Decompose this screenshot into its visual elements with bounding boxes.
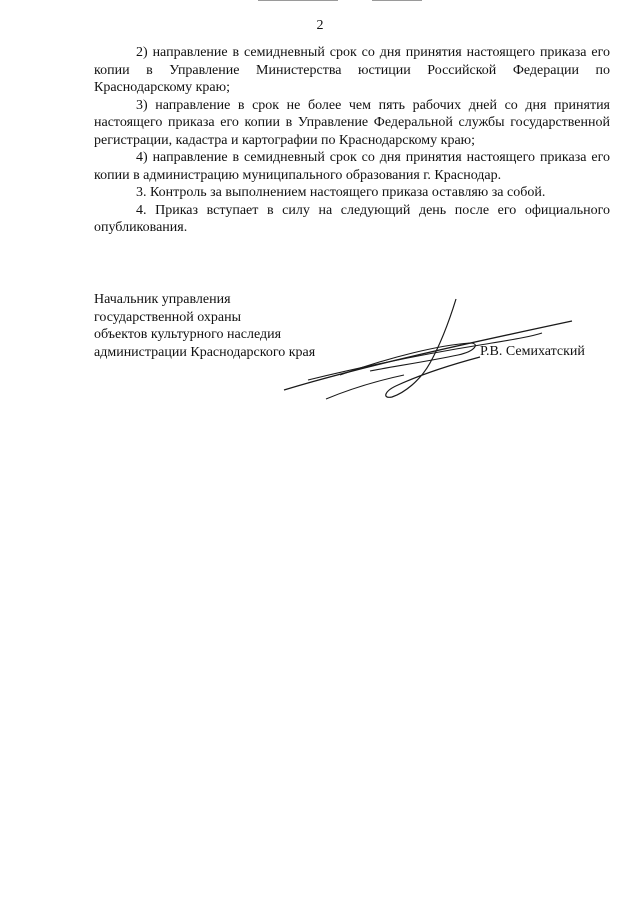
scan-top-rule-left [258, 0, 338, 1]
paragraph-item-3: 3) направление в срок не более чем пять рабочих дней со дня принятия настоящего приказа его копии в Управление Федеральной службы государственной регистрации, кадастра и картографии по Краснодарскому краю; [94, 97, 610, 148]
signature-stroke-flourish [326, 375, 404, 399]
paragraph-item-4: 4) направление в семидневный срок со дня принятия настоящего приказа его копии в администрацию муниципального образования г. Краснодар. [94, 150, 610, 183]
position-line: государственной охраны [94, 309, 242, 325]
position-line: Начальник управления [94, 292, 231, 307]
page-number: 2 [316, 18, 324, 33]
signature-stroke-loop [340, 343, 475, 375]
scan-top-rule-right [372, 0, 422, 1]
paragraph-point-4: 4. Приказ вступает в силу на следующий день после его официального опубликования. [94, 202, 610, 235]
paragraph-point-3: 3. Контроль за выполнением настоящего приказа оставляю за собой. [136, 185, 546, 200]
paragraph-item-2: 2) направление в семидневный срок со дня принятия настоящего приказа его копии в Управление Министерства юстиции Российской Федерации по Краснодарскому краю; [94, 45, 610, 95]
signer-name: Р.В. Семихатский [480, 344, 585, 359]
position-line: администрации Краснодарского края [94, 344, 316, 360]
document-body [94, 44, 610, 237]
position-line: объектов культурного наследия [94, 327, 282, 342]
